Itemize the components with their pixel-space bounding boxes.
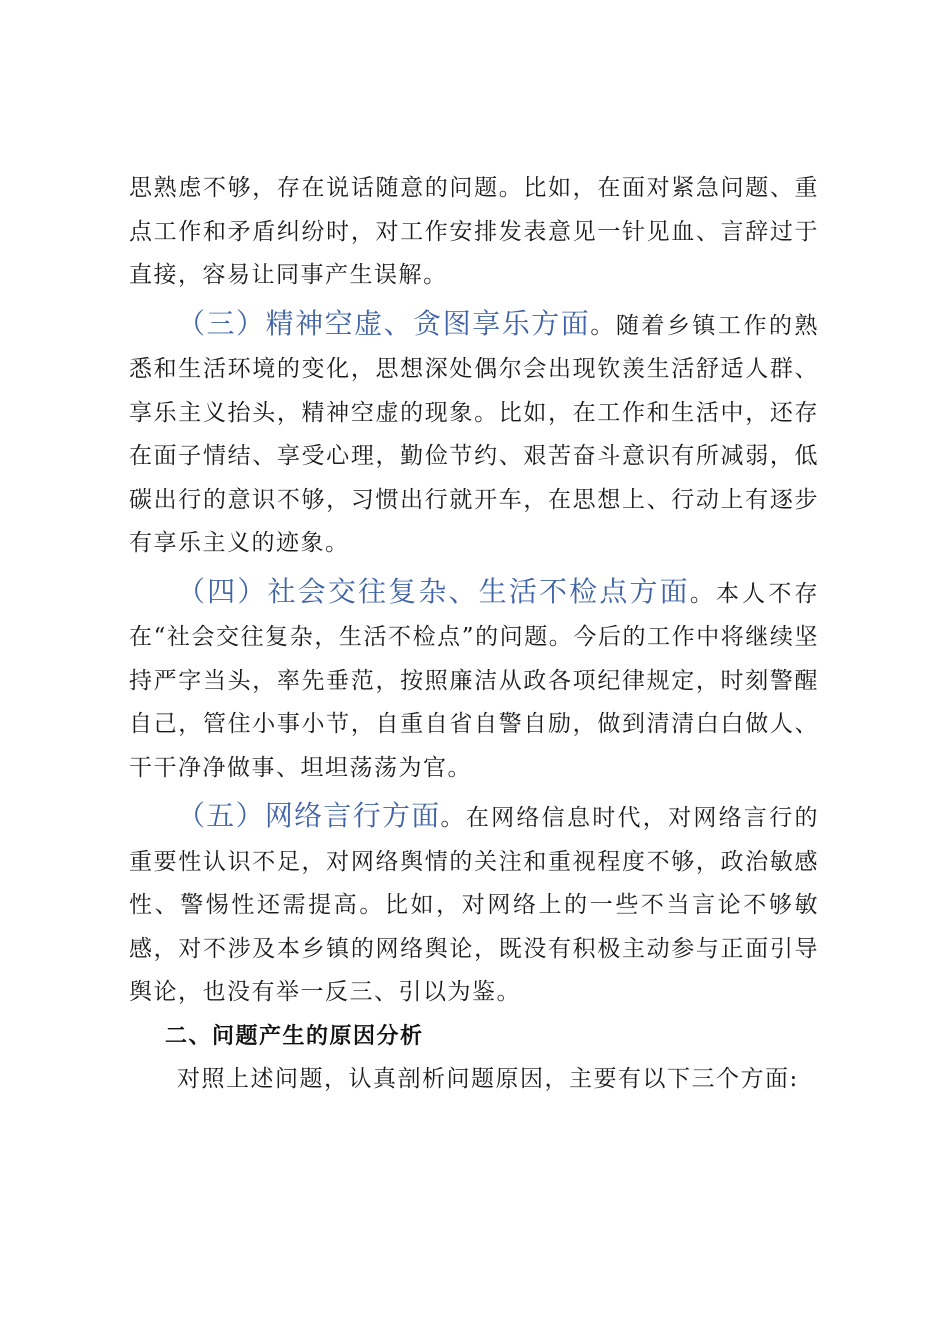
paragraph-section-4: [129, 570, 819, 791]
section-two-title: 二、问题产生的原因分析: [165, 1023, 424, 1049]
section-4-heading: （四）社会交往复杂、生活不检点方面: [177, 574, 690, 608]
section-5-heading: （五）网络言行方面: [177, 799, 441, 832]
section-3-text: 。随着乡镇工作的熟悉和生活环境的变化，思想深处偶尔会出现钦羡生活舒适人群、享乐主义抬头，精神空虚的现象。比如，在工作和生活中，还存在面子情结、享受心理，勤俭节约、艰苦奋斗意识有所减弱，低碳出行的意识不够，习惯出行就开车，在思想上、行动上有逐步有享乐主义的迹象。: [129, 312, 819, 556]
document-body: [129, 167, 819, 1102]
section-3-heading: （三）精神空虚、贪图享乐方面: [177, 306, 591, 340]
section-4-text: 。本人不存在“社会交往复杂，生活不检点”的问题。今后的工作中将继续坚持严字当头，率先垂范，按照廉洁从政各项纪律规定，时刻警醒自己，管住小事小节，自重自省自警自励，做到清清白白做人、干干净净做事、坦坦荡荡为官。: [129, 580, 819, 781]
paragraph-section-3: [129, 302, 819, 566]
paragraph-section-5: [129, 794, 819, 1015]
paragraph-last: 对照上述问题，认真剖析问题原因，主要有以下三个方面:: [177, 1066, 799, 1092]
paragraph-intro: 思熟虑不够，存在说话随意的问题。比如，在面对紧急问题、重点工作和矛盾纠纷时，对工作安排发表意见一针见血、言辞过于直接，容易让同事产生误解。: [129, 175, 819, 288]
section-5-text: 。在网络信息时代，对网络言行的重要性认识不足，对网络舆情的关注和重视程度不够，政治敏感性、警惕性还需提高。比如，对网络上的一些不当言论不够敏感，对不涉及本乡镇的网络舆论，既没有积极主动参与正面引导舆论，也没有举一反三、引以为鉴。: [129, 805, 819, 1005]
